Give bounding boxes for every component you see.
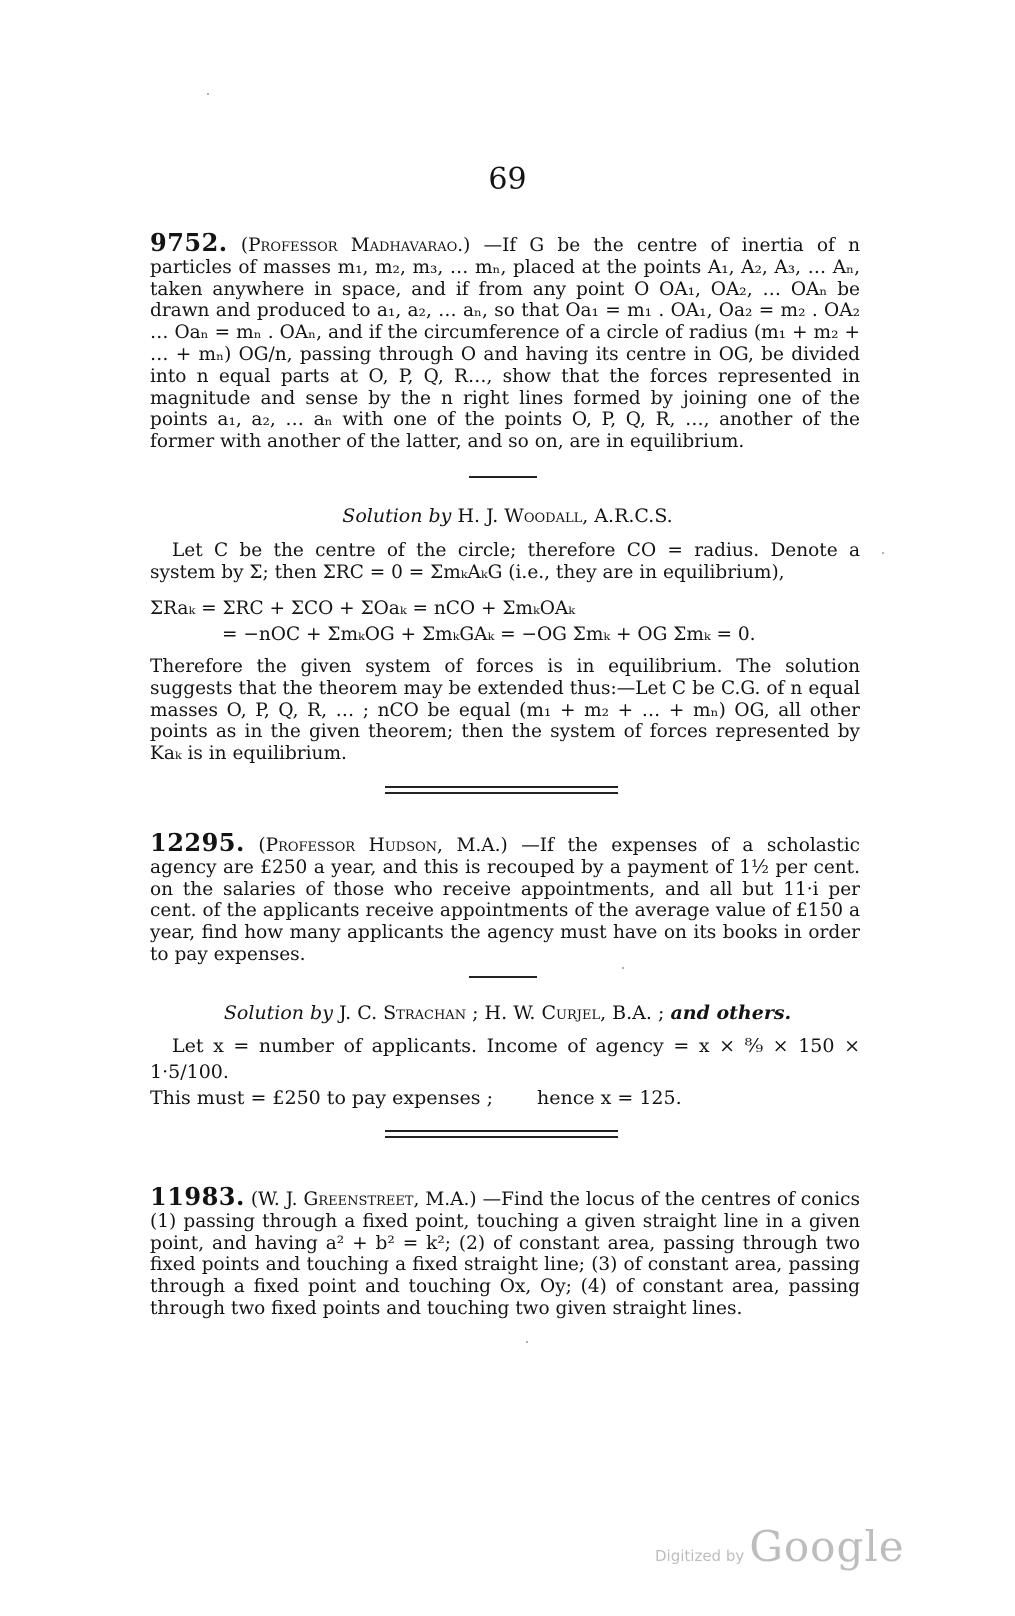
scan-speck [526,1341,528,1343]
solution-prefix: Solution by [223,1002,333,1024]
section-divider [469,976,537,978]
solution-para-1: Let C be the centre of the circle; therefore CO = radius. Denote a system by Σ; then ΣRC = 0 = ΣmₖAₖG (i.e., they are in equilibrium), [150,540,860,583]
problem-9752 [150,228,860,453]
problem-proposer: (Professor Madhavarao.) [240,235,471,256]
equation-line-1: ΣRaₖ = ΣRC + ΣCO + ΣOaₖ = nCO + ΣmₖOAₖ [150,598,575,619]
watermark-small-text: Digitized by [655,1547,745,1565]
solution-para-2a: This must = £250 to pay expenses ; [150,1087,493,1109]
double-divider [385,786,618,794]
problem-text: —If G be the centre of inertia of n particles of masses m₁, m₂, m₃, … mₙ, placed at the points A₁, A₂, A₃, … Aₙ, taken anywhere in space, and if from any point O OA₁, OA₂, … OAₙ be drawn and produced to a₁, a₂, … aₙ, so that Oa₁ = m₁ . OA₁, Oa₂ = m₂ . OA₂ … Oaₙ = mₙ . OAₙ, and if the circumference of a circle of radius (m₁ + m₂ + … + mₙ) OG/n, passing through O and having its centre in OG, be divided into n equal parts at O, P, Q, R…, show that the forces represented in magnitude and sense by the n right lines formed by joining one of the points a₁, a₂, … aₙ with one of the points O, P, Q, R, …, another of the former with another of the latter, and so on, are in equilibrium. [150,235,860,453]
double-divider [385,1130,618,1138]
digitized-by-google-watermark [655,1522,905,1571]
solution-suffix: and others. [670,1002,792,1024]
solution-para-2b: hence x = 125. [536,1087,682,1109]
solution-heading [0,1002,1015,1024]
solution-authors: J. C. Strachan ; H. W. Curjel, B.A. ; [339,1002,665,1024]
solution-paragraph [150,540,860,584]
problem-number: 9752. [150,228,228,257]
scan-speck [207,93,209,95]
section-divider [469,476,537,478]
solution-paragraph [150,656,860,765]
problem-text: —If the expenses of a scholastic agency are £250 a year, and this is recouped by a payment of 1½ per cent. on the salaries of those who receive appointments, and all but 11·i per cent. of the applicants receive appointments of the average value of £150 a year, find how many applicants the agency must have on its books in order to pay expenses. [150,835,860,965]
solution-heading [0,505,1015,527]
solution-para-1: Let x = number of applicants. Income of agency = x × ⁸⁄₉ × 150 × 1·5/100. [150,1035,860,1083]
problem-number: 12295. [150,828,245,857]
page-number: 69 [488,162,527,197]
solution-paragraph [150,1033,860,1111]
solution-authors: H. J. Woodall, A.R.C.S. [457,505,673,527]
problem-proposer: (Professor Hudson, M.A.) [258,835,508,856]
equation-line-2: = −nOC + ΣmₖOG + ΣmₖGAₖ = −OG Σmₖ + OG Σmₖ = 0. [222,624,756,645]
scan-speck [622,967,624,969]
problem-number: 11983. [150,1182,245,1211]
problem-text: —Find the locus of the centres of conics (1) passing through a fixed point, touching a given straight line in a given point, and having a² + b² = k²; (2) of constant area, passing through two fixed points and touching a fixed straight line; (3) of constant area, passing through a fixed point and touching Ox, Oy; (4) of constant area, passing through two fixed points and touching two given straight lines. [150,1189,860,1319]
problem-proposer: (W. J. Greenstreet, M.A.) [250,1189,477,1210]
solution-para-2: Therefore the given system of forces is in equilibrium. The solution suggests that the theorem may be extended thus:—Let C be C.G. of n equal masses O, P, Q, R, … ; nCO be equal (m₁ + m₂ + … + mₙ) OG, all other points as in the given theorem; then the system of forces represented by Kaₖ is in equilibrium. [150,656,860,765]
google-logo: Google [749,1522,905,1571]
scan-speck [882,552,884,554]
solution-prefix: Solution by [342,505,452,527]
problem-11983 [150,1182,860,1320]
solution-para-2 [150,1085,860,1111]
problem-12295 [150,828,860,966]
